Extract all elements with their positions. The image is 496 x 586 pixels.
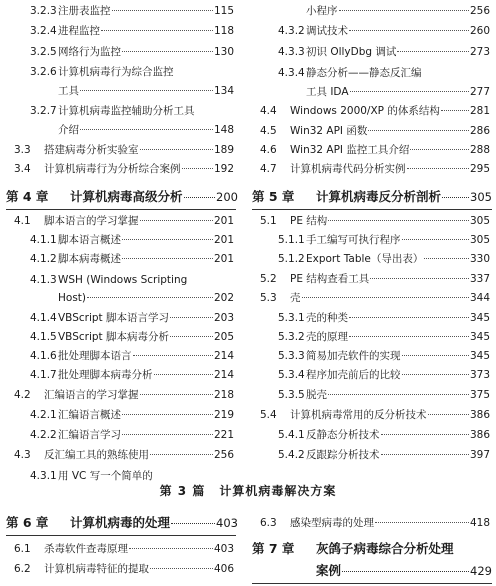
entry-number: 4.2.2 [30, 429, 57, 441]
page-number: 256 [469, 5, 490, 17]
page-number: 260 [469, 25, 490, 37]
dot-leader [140, 394, 213, 395]
page-number: 218 [213, 389, 234, 401]
entry-number: 4.2.1 [30, 409, 57, 421]
toc-entry [278, 448, 490, 462]
toc-entry [278, 4, 490, 18]
page-number: 273 [469, 46, 490, 58]
page-number: 202 [213, 292, 234, 304]
toc-entry [278, 388, 490, 402]
toc-entry [30, 311, 234, 325]
entry-number: 5.4.2 [278, 449, 305, 461]
page-number: 201 [213, 234, 234, 246]
page-number: 148 [213, 124, 234, 136]
dot-leader [381, 454, 469, 455]
entry-number: 5.4 [260, 409, 277, 421]
entry-number: 4.3 [14, 449, 31, 461]
toc-entry [30, 84, 234, 98]
dot-leader [122, 414, 213, 415]
page-number: 214 [213, 350, 234, 362]
dot-leader [349, 336, 469, 337]
toc-entry [278, 45, 490, 59]
chapter-heading [6, 514, 238, 532]
dot-leader [150, 454, 213, 455]
entry-number: 4.1.3 [30, 274, 57, 286]
dot-leader [170, 317, 213, 318]
entry-number: 6.1 [14, 543, 31, 555]
page-number: 305 [469, 234, 490, 246]
entry-title: Win32 API 函数 [290, 125, 368, 137]
chapter-number: 第 5 章 [252, 189, 295, 204]
toc-entry [30, 349, 234, 363]
dot-leader [375, 522, 469, 523]
entry-number: 4.3.2 [278, 25, 305, 37]
toc-entry [260, 291, 490, 305]
entry-title: VBScript 脚本语言学习 [58, 312, 169, 324]
entry-number: 4.1.6 [30, 350, 57, 362]
page-number: 330 [469, 253, 490, 265]
entry-title: Host) [58, 292, 87, 304]
dot-leader [122, 434, 213, 435]
dot-leader [154, 374, 213, 375]
entry-title: 计算机病毒行为综合监控 [58, 66, 174, 78]
entry-number: 5.3 [260, 292, 277, 304]
toc-entry [14, 562, 234, 576]
toc-entry [278, 85, 490, 99]
dot-leader [441, 110, 469, 111]
entry-number: 3.4 [14, 163, 31, 175]
entry-title: 汇编语言学习 [58, 429, 121, 441]
toc-entry [278, 66, 490, 80]
page-number: 115 [213, 5, 234, 17]
dot-leader [87, 297, 213, 298]
dot-leader [140, 220, 213, 221]
entry-title: 汇编语言概述 [58, 409, 121, 421]
entry-title: 介绍 [58, 124, 79, 136]
page-number: 286 [469, 125, 490, 137]
toc-entry [260, 408, 490, 422]
page-number: 337 [469, 273, 490, 285]
entry-number: 4.1 [14, 215, 31, 227]
toc-entry [30, 233, 234, 247]
dot-leader [397, 51, 469, 52]
toc-entry [278, 349, 490, 363]
page-number: 256 [213, 449, 234, 461]
entry-number: 4.1.5 [30, 331, 57, 343]
chapter-rule [252, 583, 492, 584]
entry-number: 4.6 [260, 144, 277, 156]
toc-entry [260, 516, 490, 530]
page-number: 403 [216, 516, 238, 530]
page-number: 406 [213, 563, 234, 575]
page-number: 189 [213, 144, 234, 156]
entry-title: 用 VC 写一个简单的 [58, 470, 153, 482]
toc-entry [30, 428, 234, 442]
toc-entry [278, 233, 490, 247]
toc-entry [30, 273, 234, 287]
entry-number: 5.3.4 [278, 369, 305, 381]
toc-entry [30, 252, 234, 266]
toc-entry [14, 448, 234, 462]
dot-leader [328, 394, 469, 395]
dot-leader [339, 10, 469, 11]
entry-number: 5.3.3 [278, 350, 305, 362]
entry-title: VBScript 脚本病毒分析 [58, 331, 169, 343]
part-label: 第 3 篇 [159, 484, 206, 498]
toc-entry [278, 24, 490, 38]
entry-title: 汇编语言的学习掌握 [44, 389, 139, 401]
toc-entry [14, 143, 234, 157]
entry-number: 3.2.3 [30, 5, 57, 17]
page-number: 281 [469, 105, 490, 117]
chapter-number: 第 4 章 [6, 189, 49, 204]
page-number: 373 [469, 369, 490, 381]
entry-number: 3.2.6 [30, 66, 57, 78]
page-number: 214 [213, 369, 234, 381]
entry-number: 4.1.2 [30, 253, 57, 265]
entry-title: 脱壳 [306, 389, 327, 401]
entry-number: 5.3.1 [278, 312, 305, 324]
entry-title: 进程监控 [58, 25, 100, 37]
entry-number: 5.4.1 [278, 429, 305, 441]
toc-entry [14, 162, 234, 176]
entry-title: 工具 IDA [306, 86, 349, 98]
toc-entry [278, 311, 490, 325]
entry-title: 注册表监控 [58, 5, 111, 17]
entry-title: 静态分析——静态反汇编 [306, 67, 422, 79]
dot-leader [140, 149, 213, 150]
entry-title: 调试技术 [306, 25, 348, 37]
entry-number: 4.1.4 [30, 312, 57, 324]
entry-title: 感染型病毒的处理 [290, 517, 374, 529]
entry-title: PE 结构 [290, 215, 328, 227]
page-number: 375 [469, 389, 490, 401]
toc-entry [30, 368, 234, 382]
chapter-title: 灰鸽子病毒综合分析处理 [316, 541, 454, 556]
toc-entry [260, 272, 490, 286]
entry-title: 脚本语言概述 [58, 234, 121, 246]
chapter-title: 计算机病毒反分析剖析 [316, 189, 442, 204]
dot-leader [80, 90, 213, 91]
toc-entry [14, 542, 234, 556]
page-number: 277 [469, 86, 490, 98]
toc-entry [260, 104, 490, 118]
toc-entry [260, 143, 490, 157]
toc-entry [30, 469, 234, 483]
entry-title: 批处理脚本病毒分析 [58, 369, 153, 381]
dot-leader [349, 317, 469, 318]
entry-title: 反静态分析技术 [306, 429, 380, 441]
dot-leader [402, 239, 469, 240]
toc-entry [30, 123, 234, 137]
entry-title: 反汇编工具的熟练使用 [44, 449, 149, 461]
entry-title: 批处理脚本语言 [58, 350, 132, 362]
entry-title: WSH (Windows Scripting [58, 274, 188, 286]
entry-number: 3.2.7 [30, 105, 57, 117]
page-number: 201 [213, 215, 234, 227]
dot-leader [342, 571, 469, 572]
dot-leader [122, 239, 213, 240]
page-number: 429 [470, 564, 492, 578]
toc-entry [260, 124, 490, 138]
page-number: 130 [213, 46, 234, 58]
page-number: 201 [213, 253, 234, 265]
toc-entry [30, 65, 234, 79]
part-title-text: 计算机病毒解决方案 [219, 484, 337, 498]
entry-number: 3.2.4 [30, 25, 57, 37]
dot-leader [302, 297, 469, 298]
chapter-number: 第 6 章 [6, 515, 49, 530]
entry-title: 脚本语言的学习掌握 [44, 215, 139, 227]
page-number: 203 [213, 312, 234, 324]
dot-leader [381, 434, 469, 435]
dot-leader [402, 374, 469, 375]
dot-leader [407, 168, 469, 169]
entry-number: 4.3.3 [278, 46, 305, 58]
toc-entry [30, 45, 234, 59]
dot-leader [122, 258, 213, 259]
entry-title: PE 结构查看工具 [290, 273, 370, 285]
chapter-heading [252, 188, 492, 206]
dot-leader [410, 149, 469, 150]
dot-leader [171, 523, 215, 524]
entry-title: 计算机病毒代码分析实例 [290, 163, 406, 175]
entry-title: 简易加壳软件的实现 [306, 350, 401, 362]
dot-leader [112, 10, 213, 11]
page-number: 118 [213, 25, 234, 37]
entry-number: 3.3 [14, 144, 31, 156]
toc-entry [30, 330, 234, 344]
toc-entry [30, 104, 234, 118]
entry-title: Win32 API 监控工具介绍 [290, 144, 410, 156]
entry-title: 搭建病毒分析实验室 [44, 144, 139, 156]
entry-number: 6.2 [14, 563, 31, 575]
page-number: 403 [213, 543, 234, 555]
dot-leader [350, 91, 469, 92]
entry-title: 壳 [290, 292, 301, 304]
dot-leader [402, 355, 469, 356]
page-number: 305 [470, 190, 492, 204]
page-number: 345 [469, 350, 490, 362]
entry-number: 4.4 [260, 105, 277, 117]
entry-number: 4.1.7 [30, 369, 57, 381]
toc-entry [30, 408, 234, 422]
toc-entry [278, 428, 490, 442]
toc-entry [30, 24, 234, 38]
toc-entry [260, 162, 490, 176]
page-number: 288 [469, 144, 490, 156]
page-number: 386 [469, 429, 490, 441]
entry-title: 手工编写可执行程序 [306, 234, 401, 246]
entry-title: 计算机病毒常用的反分析技术 [290, 409, 427, 421]
toc-entry [30, 291, 234, 305]
page-number: 344 [469, 292, 490, 304]
dot-leader [101, 30, 213, 31]
page-number: 200 [216, 190, 238, 204]
entry-number: 4.7 [260, 163, 277, 175]
page-number: 192 [213, 163, 234, 175]
dot-leader [80, 129, 213, 130]
entry-title: 程序加壳前后的比较 [306, 369, 401, 381]
chapter-heading [6, 188, 238, 206]
dot-leader [424, 258, 469, 259]
entry-number: 4.2 [14, 389, 31, 401]
chapter-title: 计算机病毒高级分析 [70, 189, 183, 204]
chapter-heading [252, 540, 492, 558]
toc-entry [278, 330, 490, 344]
dot-leader [184, 197, 216, 198]
dot-leader [133, 355, 213, 356]
entry-title: 网络行为监控 [58, 46, 121, 58]
chapter-heading-continued [252, 562, 492, 580]
entry-title: 工具 [58, 85, 79, 97]
page-number: 219 [213, 409, 234, 421]
chapter-title-line2: 案例 [316, 563, 342, 578]
entry-number: 4.1.1 [30, 234, 57, 246]
entry-number: 4.5 [260, 125, 277, 137]
entry-number: 5.3.5 [278, 389, 305, 401]
entry-number: 5.1.1 [278, 234, 305, 246]
dot-leader [428, 414, 469, 415]
entry-number: 5.3.2 [278, 331, 305, 343]
page-number: 345 [469, 331, 490, 343]
dot-leader [129, 548, 213, 549]
chapter-rule [252, 209, 492, 210]
page-number: 345 [469, 312, 490, 324]
dot-leader [328, 220, 469, 221]
dot-leader [442, 197, 469, 198]
toc-entry [278, 252, 490, 266]
chapter-title: 计算机病毒的处理 [70, 515, 171, 530]
entry-title: 壳的种类 [306, 312, 348, 324]
page-number: 305 [469, 215, 490, 227]
entry-title: 脚本病毒概述 [58, 253, 121, 265]
entry-title: 反跟踪分析技术 [306, 449, 380, 461]
dot-leader [370, 278, 469, 279]
toc-entry [30, 4, 234, 18]
entry-number: 4.3.1 [30, 470, 57, 482]
page-number: 205 [213, 331, 234, 343]
chapter-number: 第 7 章 [252, 541, 295, 556]
entry-title: 计算机病毒监控辅助分析工具 [58, 105, 195, 117]
entry-title: 杀毒软件查毒原理 [44, 543, 128, 555]
entry-title: 计算机病毒行为分析综合案例 [44, 163, 181, 175]
dot-leader [368, 130, 469, 131]
entry-number: 5.1 [260, 215, 277, 227]
entry-title: Windows 2000/XP 的体系结构 [290, 105, 440, 117]
entry-number: 4.3.4 [278, 67, 305, 79]
page-number: 221 [213, 429, 234, 441]
dot-leader [150, 568, 213, 569]
entry-number: 5.1.2 [278, 253, 305, 265]
toc-entry [14, 388, 234, 402]
page-number: 418 [469, 517, 490, 529]
page-number: 134 [213, 85, 234, 97]
entry-title: 壳的原理 [306, 331, 348, 343]
page-number: 386 [469, 409, 490, 421]
page-number: 397 [469, 449, 490, 461]
entry-number: 3.2.5 [30, 46, 57, 58]
entry-number: 5.2 [260, 273, 277, 285]
toc-entry [278, 368, 490, 382]
dot-leader [182, 168, 213, 169]
entry-title: 小程序 [306, 5, 338, 17]
part-heading [0, 482, 496, 499]
entry-number: 6.3 [260, 517, 277, 529]
entry-title: 计算机病毒特征的提取 [44, 563, 149, 575]
entry-title: Export Table（导出表） [306, 253, 424, 265]
toc-entry [260, 214, 490, 228]
toc-entry [14, 214, 234, 228]
dot-leader [349, 30, 469, 31]
dot-leader [122, 51, 213, 52]
chapter-rule [6, 209, 236, 210]
dot-leader [170, 336, 213, 337]
page-number: 295 [469, 163, 490, 175]
chapter-rule [6, 535, 236, 536]
entry-title: 初识 OllyDbg 调试 [306, 46, 397, 58]
